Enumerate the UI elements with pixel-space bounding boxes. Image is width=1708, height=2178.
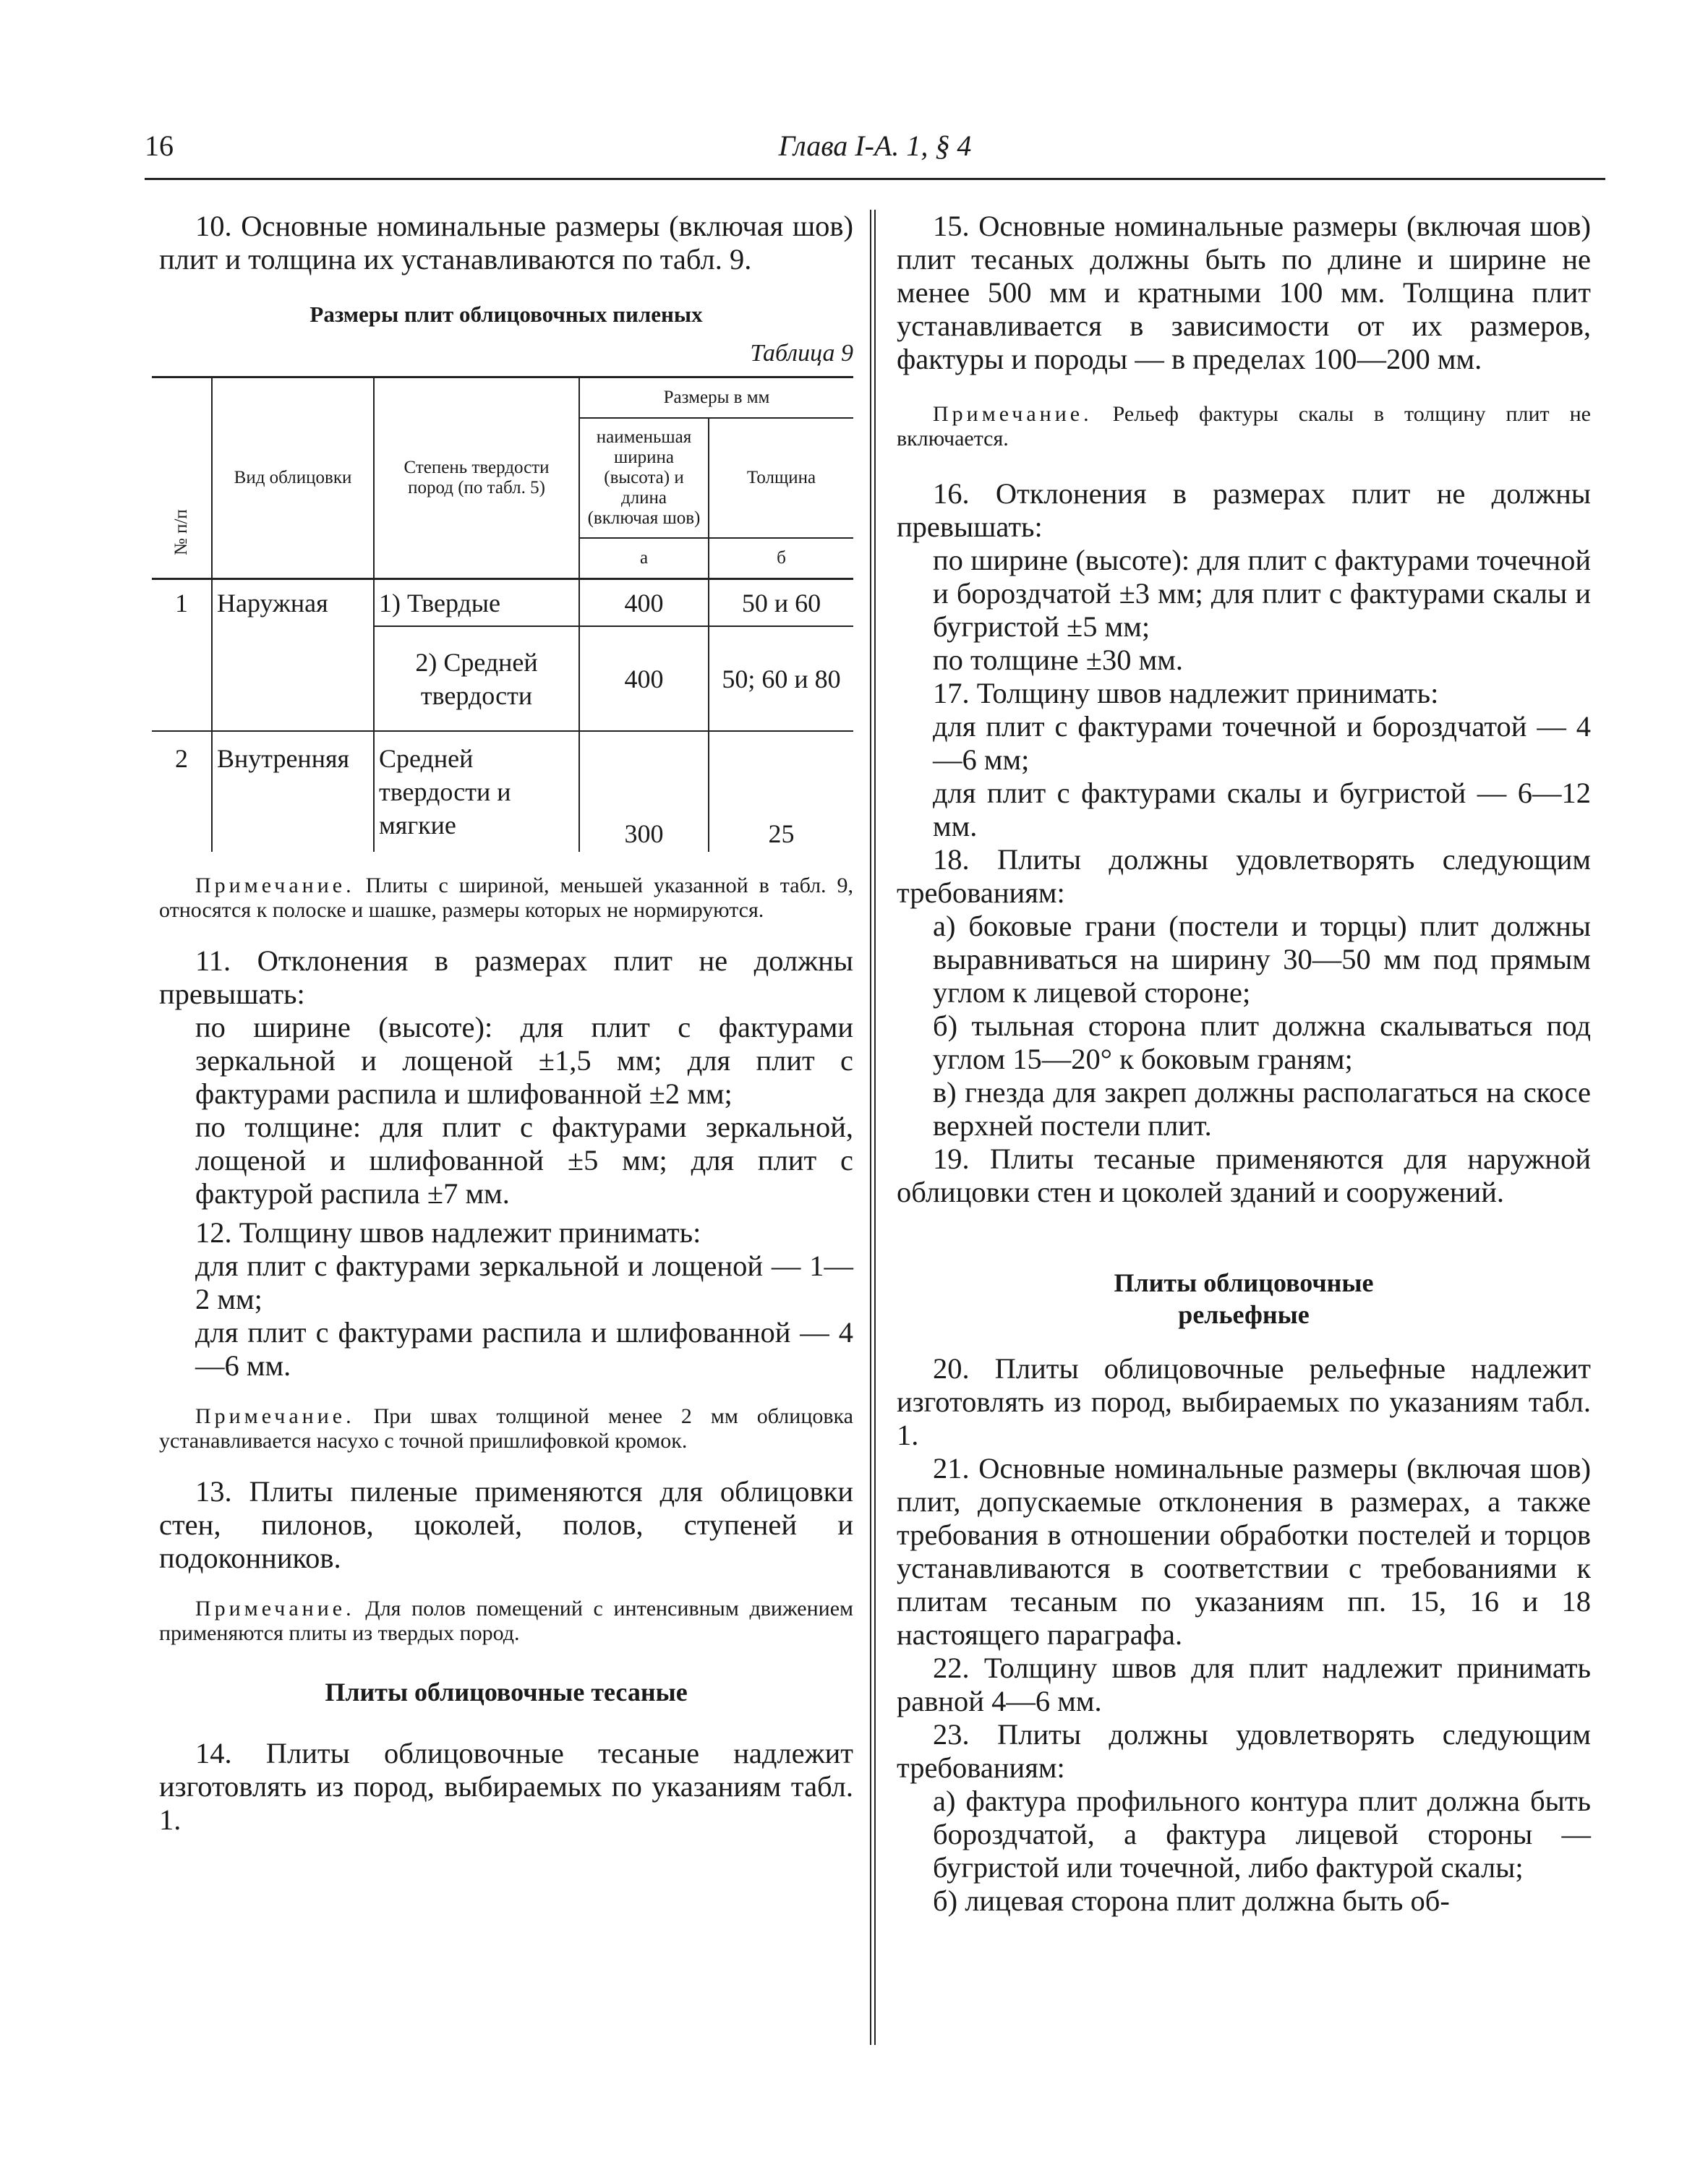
- paragraph-18: 18. Плиты должны удовлетворять следующим требованиям:: [897, 843, 1591, 909]
- paragraph-21: 21. Основные номинальные размеры (включая шов) плит, допускаемые отклонения в размерах, а также требования в отношении обработки постелей и торцов устанавливаются в соответствии с требованиями к плитам тесаным по указаниям пп. 15, 16 и 18 настоящего параграфа.: [897, 1452, 1591, 1651]
- note-4: Примечание. Рельеф фактуры скалы в толщину плит не включается.: [897, 402, 1591, 450]
- cell-num: 2: [152, 731, 212, 852]
- paragraph-12b: для плит с фактурами распила и шлифованной — 4—6 мм.: [195, 1316, 853, 1382]
- paragraph-11b: по толщине: для плит с фактурами зеркальной, лощеной и шлифованной ±5 мм; для плит с фактурой распила ±7 мм.: [195, 1111, 853, 1210]
- paragraph-22: 22. Толщину швов для плит надлежит принимать равной 4—6 мм.: [897, 1652, 1591, 1717]
- paragraph-11: 11. Отклонения в размерах плит не должны превышать:: [159, 944, 853, 1010]
- paragraph-23: 23. Плиты должны удовлетворять следующим требованиям:: [897, 1718, 1591, 1784]
- running-title: Глава I-А. 1, § 4: [778, 129, 972, 162]
- th-sub-b: б: [709, 538, 853, 579]
- paragraph-23b: б) лицевая сторона плит должна быть об-: [933, 1884, 1450, 1917]
- column-divider: [870, 210, 876, 2045]
- note-2: Примечание. При швах толщиной менее 2 мм облицовка устанавливается насухо с точной пришлифовкой кромок.: [159, 1404, 853, 1453]
- paragraph-18a: а) боковые грани (постели и торцы) плит должны выравниваться на ширину 30—50 мм под прямым углом к лицевой стороне;: [933, 910, 1591, 1009]
- cell-kind: Внутренняя: [212, 731, 374, 852]
- paragraph-12: 12. Толщину швов надлежит принимать:: [195, 1216, 701, 1249]
- left-column: [159, 210, 853, 1837]
- note-3: Примечание. Для полов помещений с интенсивным движением применяются плиты из твердых пород.: [159, 1597, 853, 1645]
- paragraph-15: 15. Основные номинальные размеры (включая шов) плит тесаных должны быть по длине и ширине не менее 500 мм и кратными 100 мм. Толщина плит устанавливается в зависимости от их размеров, фактуры и породы — в пределах 100—200 мм.: [897, 210, 1591, 375]
- paragraph-20: 20. Плиты облицовочные рельефные надлежит изготовлять из пород, выбираемых по указаниям табл. 1.: [897, 1352, 1591, 1451]
- cell-kind: [212, 626, 374, 731]
- paragraph-12a: для плит с фактурами зеркальной и лощеной — 1—2 мм;: [195, 1250, 853, 1315]
- th-width: наименьшая ширина (высота) и длина (включая шов): [579, 418, 709, 538]
- th-kind: Вид облицовки: [212, 377, 374, 579]
- table-9: [152, 376, 853, 852]
- cell-width: 400: [579, 626, 709, 731]
- page-header: [145, 129, 1605, 172]
- paragraph-19: 19. Плиты тесаные применяются для наружной облицовки стен и цоколей зданий и сооружений.: [897, 1143, 1591, 1208]
- section-title-relief-1: Плиты облицовочные: [1114, 1268, 1374, 1297]
- paragraph-17b: для плит с фактурами скалы и бугристой — 6—12 мм.: [933, 777, 1591, 842]
- cell-thickness: 50 и 60: [709, 579, 853, 627]
- section-title-hewn: Плиты облицовочные тесаные: [325, 1678, 688, 1707]
- th-sizes: Размеры в мм: [579, 377, 853, 419]
- paragraph-17a: для плит с фактурами точечной и бороздчатой — 4—6 мм;: [933, 710, 1591, 776]
- paragraph-18b: б) тыльная сторона плит должна скалываться под углом 15—20° к боковым граням;: [933, 1009, 1591, 1075]
- cell-num: [152, 626, 212, 731]
- cell-hardness: 2) Средней твердости: [374, 626, 579, 731]
- th-thickness: Толщина: [709, 418, 853, 538]
- cell-width: 300: [579, 731, 709, 852]
- section-title-relief-2: рельефные: [1178, 1300, 1310, 1329]
- paragraph-17: 17. Толщину швов надлежит принимать:: [933, 677, 1439, 709]
- cell-hardness: 1) Твердые: [374, 579, 579, 627]
- paragraph-13: 13. Плиты пиленые применяются для облицовки стен, пилонов, цоколей, полов, ступеней и подоконников.: [159, 1475, 853, 1574]
- paragraph-14: 14. Плиты облицовочные тесаные надлежит изготовлять из пород, выбираемых по указаниям табл. 1.: [159, 1737, 853, 1836]
- paragraph-16b: по толщине ±30 мм.: [933, 644, 1184, 676]
- paragraph-23a: а) фактура профильного контура плит должна быть бороздчатой, а фактура лицевой стороны — бугристой или точечной, либо фактурой скалы;: [933, 1785, 1591, 1884]
- paragraph-16: 16. Отклонения в размерах плит не должны превышать:: [897, 477, 1591, 543]
- cell-kind: Наружная: [212, 579, 374, 627]
- table-title: Размеры плит облицовочных пиленых: [309, 302, 703, 327]
- cell-thickness: 25: [768, 819, 795, 848]
- cell-thickness: 50; 60 и 80: [709, 626, 853, 731]
- cell-hardness: Средней твердости и мягкие: [374, 731, 579, 852]
- paragraph-10: 10. Основные номинальные размеры (включая шов) плит и толщина их устанавливаются по табл. 9.: [159, 210, 853, 276]
- paragraph-11a: по ширине (высоте): для плит с фактурами зеркальной и лощеной ±1,5 мм; для плит с фактурами распила и шлифованной ±2 мм;: [195, 1011, 853, 1110]
- header-rule: [145, 178, 1605, 180]
- page-number: 16: [145, 129, 174, 162]
- table-label: Таблица 9: [750, 340, 853, 367]
- th-hardness: Степень твердости пород (по табл. 5): [374, 377, 579, 579]
- right-column: [897, 210, 1591, 1918]
- cell-num: 1: [152, 579, 212, 627]
- paragraph-16a: по ширине (высоте): для плит с фактурами точечной и бороздчатой ±3 мм; для плит с фактурами скалы и бугристой ±5 мм;: [933, 544, 1591, 643]
- paragraph-18c: в) гнезда для закреп должны располагаться на скосе верхней постели плит.: [933, 1076, 1591, 1142]
- cell-width: 400: [579, 579, 709, 627]
- th-num: № п/п: [152, 377, 212, 579]
- note-1: Примечание. Плиты с шириной, меньшей указанной в табл. 9, относятся к полоске и шашке, размеры которых не нормируются.: [159, 874, 854, 922]
- th-sub-a: а: [579, 538, 709, 579]
